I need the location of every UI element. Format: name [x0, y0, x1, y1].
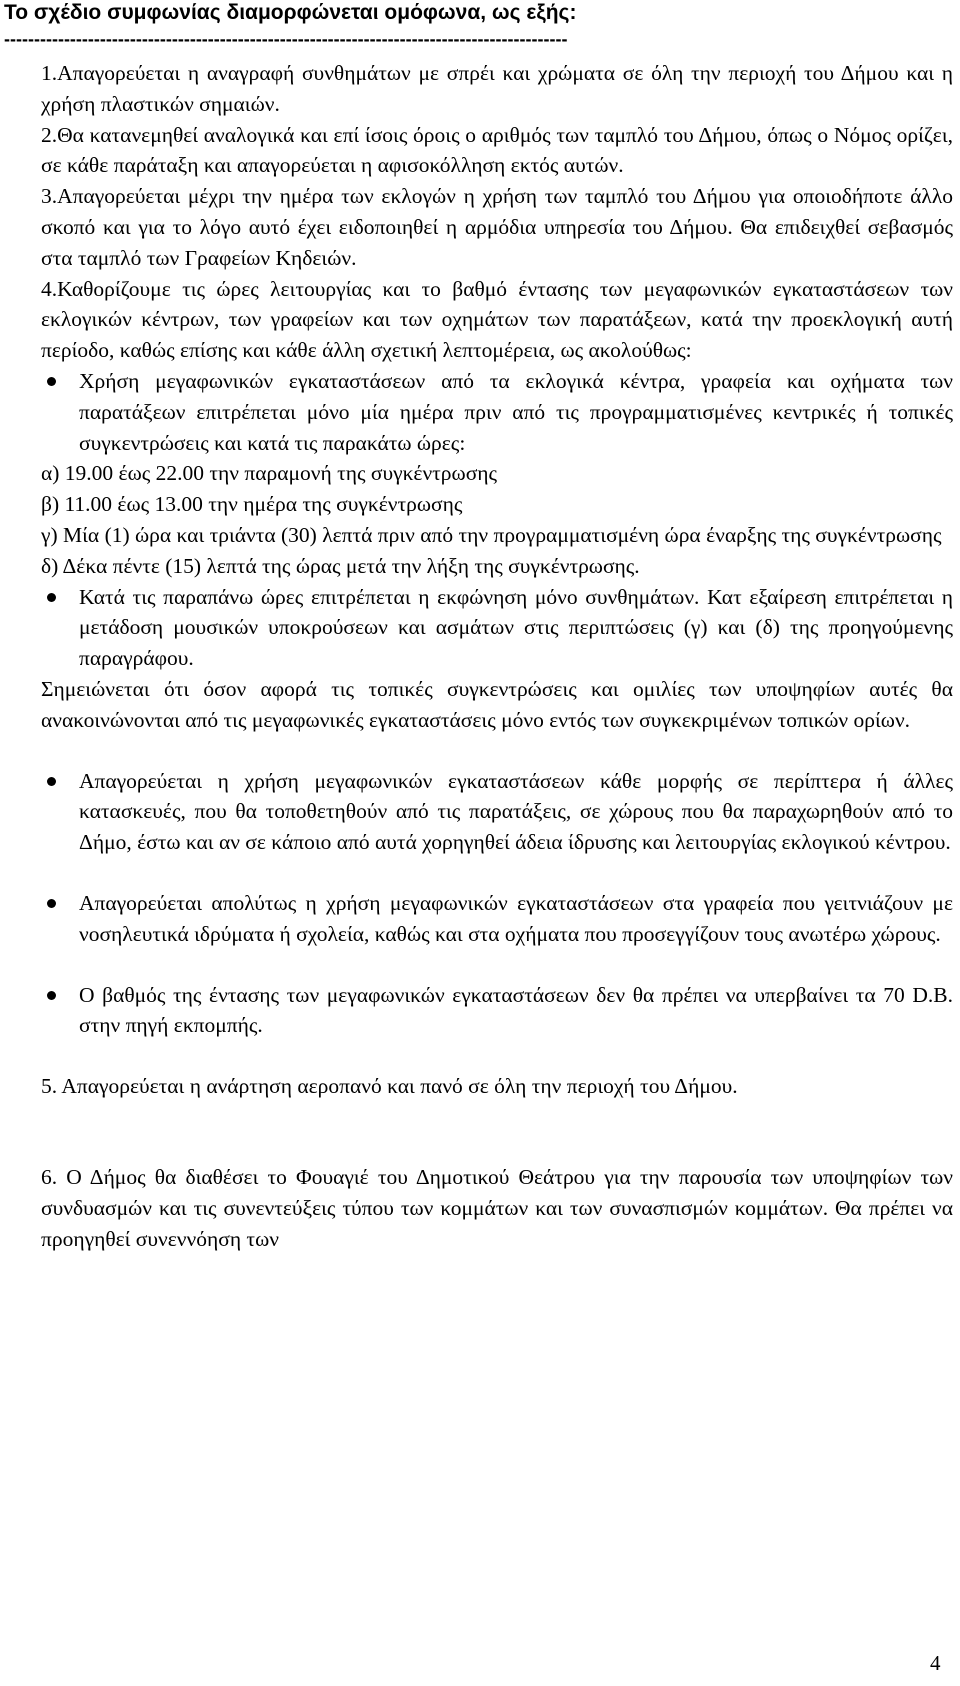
paragraph-1: 1.Απαγορεύεται η αναγραφή συνθημάτων με σπρέι και χρώματα σε όλη την περιοχή του Δήμου και η χρήση πλαστικών σημαιών.: [41, 61, 953, 116]
bullet-text-4: Απαγορεύεται απολύτως η χρήση μεγαφωνικών εγκαταστάσεων στα γραφεία που γειτνιάζουν με νοσηλευτικά ιδρύματα ή σχολεία, καθώς και στα οχήματα που προσεγγίζουν τους ανωτέρω χώρους.: [79, 890, 953, 946]
bullet-item: [41, 888, 953, 950]
bullet-icon: [47, 593, 56, 602]
paragraph-3: 3.Απαγορεύεται μέχρι την ημέρα των εκλογών η χρήση των ταμπλό του Δήμου για οποιοδήποτε άλλο σκοπό και για το λόγο αυτό έχει ειδοποιηθεί η αρμόδια υπηρεσία του Δήμου. Θα επιδειχθεί σεβασμός στα ταμπλό των Γραφείων Κηδειών.: [41, 184, 953, 270]
schedule-c: γ) Μία (1) ώρα και τριάντα (30) λεπτά πριν από την προγραμματισμένη ώρα έναρξης της συγκέντρωσης: [41, 522, 942, 547]
bullet-item: [41, 366, 953, 458]
document-heading: Το σχέδιο συμφωνίας διαμορφώνεται ομόφωνα, ως εξής:: [4, 1, 577, 24]
note-paragraph: Σημειώνεται ότι όσον αφορά τις τοπικές συγκεντρώσεις και ομιλίες των υποψηφίων αυτές θα ανακοινώνονται από τις μεγαφωνικές εγκαταστάσεις μόνο εντός των συγκεκριμένων τοπικών ορίων.: [41, 676, 953, 732]
schedule-b: β) 11.00 έως 13.00 την ημέρα της συγκέντρωσης: [41, 492, 463, 517]
paragraph-2: 2.Θα κατανεμηθεί αναλογικά και επί ίσοις όροις ο αριθμός των ταμπλό του Δήμου, όπως ο Νόμος ορίζει, σε κάθε παράταξη και απαγορεύεται η αφισοκόλληση εκτός αυτών.: [41, 122, 953, 178]
bullet-text-1: Χρήση μεγαφωνικών εγκαταστάσεων από τα εκλογικά κέντρα, γραφεία και οχήματα των παρατάξεων επιτρέπεται μόνο μία ημέρα πριν από τις προγραμματισμένες κεντρικές ή τοπικές συγκεντρώσεις και κατά τις παρακάτω ώρες:: [79, 368, 953, 455]
bullet-icon: [47, 991, 56, 1000]
bullet-item: [41, 980, 953, 1042]
bullet-item: [41, 582, 953, 674]
bullet-icon: [47, 377, 56, 386]
schedule-d: δ) Δέκα πέντε (15) λεπτά της ώρας μετά την λήξη της συγκέντρωσης.: [41, 553, 640, 578]
paragraph-5: 5. Απαγορεύεται η ανάρτηση αεροπανό και πανό σε όλη την περιοχή του Δήμου.: [41, 1074, 738, 1099]
page-number: 4: [930, 1651, 941, 1675]
bullet-text-5: Ο βαθμός της έντασης των μεγαφωνικών εγκαταστάσεων δεν θα πρέπει να υπερβαίνει τα 70 D.B. στην πηγή εκπομπής.: [79, 982, 953, 1038]
bullet-text-3: Απαγορεύεται η χρήση μεγαφωνικών εγκαταστάσεων κάθε μορφής σε περίπτερα ή άλλες κατασκευές, που θα τοποθετηθούν από τις παρατάξεις, σε χώρους που θα παραχωρηθούν από το Δήμο, έστω και αν σε κάποιο από αυτά χορηγηθεί άδεια ίδρυσης και λειτουργίας εκλογικού κέντρου.: [79, 768, 953, 855]
paragraph-4: 4.Καθορίζουμε τις ώρες λειτουργίας και το βαθμό έντασης των μεγαφωνικών εγκαταστάσεων των εκλογικών κέντρων, των γραφείων και των οχημάτων των παρατάξεων, κατά την προεκλογική αυτή περίοδο, καθώς επίσης και κάθε άλλη σχετική λεπτομέρεια, ως ακολούθως:: [41, 276, 953, 363]
bullet-item: [41, 766, 953, 858]
document-body: [41, 58, 953, 1254]
bullet-icon: [47, 899, 56, 908]
bullet-icon: [47, 777, 56, 786]
paragraph-6: 6. Ο Δήμος θα διαθέσει το Φουαγιέ του Δημοτικού Θεάτρου για την παρουσία των υποψηφίων των συνδυασμών και τις συνεντεύξεις τύπου των κομμάτων και των συνασπισμών κομμάτων. Θα πρέπει να προηγηθεί συνεννόηση των: [41, 1164, 953, 1251]
schedule-a: α) 19.00 έως 22.00 την παραμονή της συγκέντρωσης: [41, 461, 498, 486]
dashed-divider: ----------------------------------------------------------------------------------------------: [4, 29, 568, 49]
bullet-text-2: Κατά τις παραπάνω ώρες επιτρέπεται η εκφώνηση μόνο συνθημάτων. Κατ εξαίρεση επιτρέπεται η μετάδοση μουσικών υποκρούσεων και ασμάτων στις περιπτώσεις (γ) και (δ) της προηγούμενης παραγράφου.: [79, 584, 953, 671]
